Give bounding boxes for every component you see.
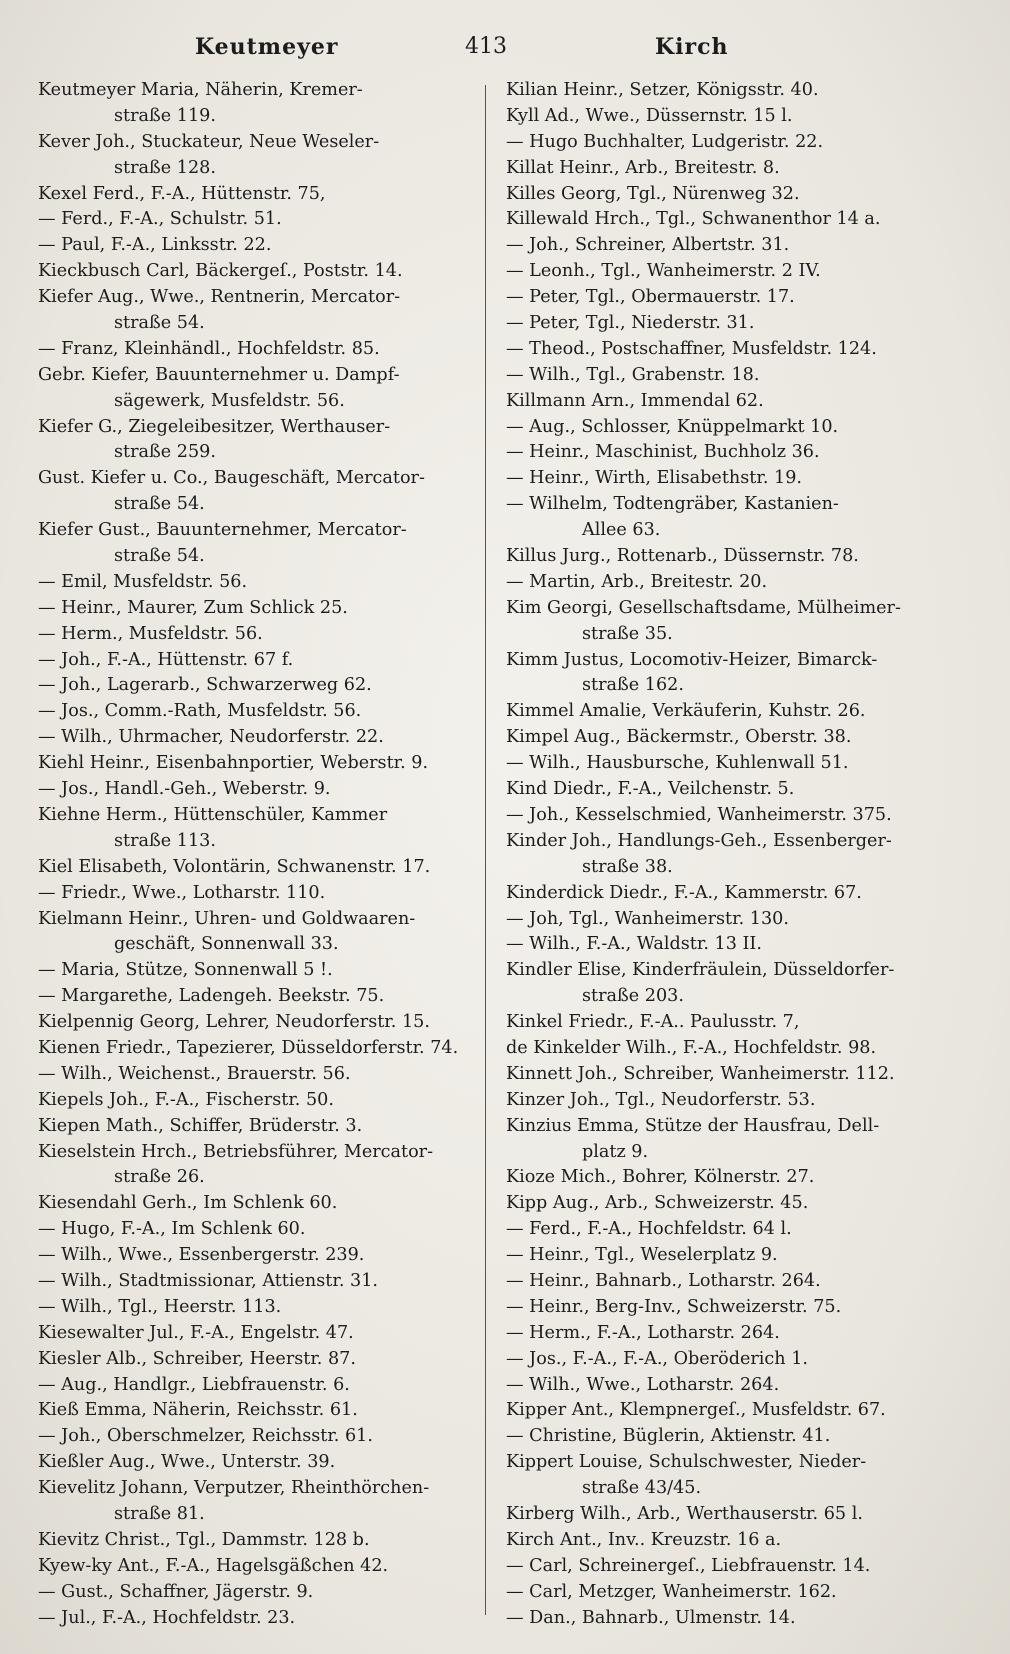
left-column xyxy=(38,78,486,1631)
entry-line: — Wilh., Weichenst., Brauerstr. 56. xyxy=(38,1063,351,1084)
directory-entry xyxy=(38,1321,486,1347)
directory-entry xyxy=(506,492,956,544)
entry-line: Killmann Arn., Immendal 62. xyxy=(506,390,764,411)
directory-entry xyxy=(38,1062,486,1088)
entry-line: — Heinr., Wirth, Elisabethstr. 19. xyxy=(506,468,802,489)
right-column xyxy=(506,78,956,1631)
entry-line: — Gust., Schaffner, Jägerstr. 9. xyxy=(38,1581,314,1602)
entry-line: — Joh., Oberschmelzer, Reichsstr. 61. xyxy=(38,1426,373,1447)
directory-entry xyxy=(38,1295,486,1321)
directory-entry xyxy=(38,1088,486,1114)
entry-line: — Margarethe, Ladengeh. Beekstr. 75. xyxy=(38,986,385,1007)
entry-line: Kindler Elise, Kinderfräulein, Düsseldorfer- xyxy=(506,960,895,981)
entry-continuation-line: straße 35. xyxy=(582,623,673,644)
directory-entry xyxy=(506,1036,956,1062)
directory-entry xyxy=(38,1398,486,1424)
entry-continuation-line: straße 43/45. xyxy=(582,1478,702,1499)
directory-entry xyxy=(38,803,486,855)
entry-line: — Martin, Arb., Breitestr. 20. xyxy=(506,571,768,592)
directory-entry xyxy=(38,699,486,725)
entry-line: Kim Georgi, Gesellschaftsdame, Mülheimer- xyxy=(506,597,901,618)
directory-entry xyxy=(506,259,956,285)
entry-line: — Hugo Buchhalter, Ludgeristr. 22. xyxy=(506,131,824,152)
directory-entry xyxy=(38,1217,486,1243)
entry-line: — Peter, Tgl., Obermauerstr. 17. xyxy=(506,287,795,308)
entry-continuation-line: straße 81. xyxy=(114,1503,205,1524)
entry-line: Kiesler Alb., Schreiber, Heerstr. 87. xyxy=(38,1348,356,1369)
entry-line: — Wilh., Hausbursche, Kuhlenwall 51. xyxy=(506,753,849,774)
directory-entry xyxy=(38,1114,486,1140)
entry-line: Kießler Aug., Wwe., Unterstr. 39. xyxy=(38,1452,336,1473)
directory-entry xyxy=(506,803,956,829)
directory-entry xyxy=(506,1373,956,1399)
entry-line: Kinder Joh., Handlungs-Geh., Essenberger- xyxy=(506,830,892,851)
entry-line: Kinzius Emma, Stütze der Hausfrau, Dell- xyxy=(506,1115,880,1136)
directory-entry xyxy=(506,415,956,441)
entry-line: Kippert Louise, Schulschwester, Nieder- xyxy=(506,1452,867,1473)
entry-line: — Franz, Kleinhändl., Hochfeldstr. 85. xyxy=(38,338,380,359)
entry-line: — Emil, Musfeldstr. 56. xyxy=(38,571,248,592)
directory-entry xyxy=(38,363,486,415)
entry-continuation-line: straße 38. xyxy=(582,856,673,877)
directory-entry xyxy=(506,1243,956,1269)
directory-entry xyxy=(506,1088,956,1114)
directory-entry xyxy=(38,648,486,674)
entry-line: — Wilh., Wwe., Lotharstr. 264. xyxy=(506,1374,780,1395)
directory-entry xyxy=(506,233,956,259)
entry-line: Kiel Elisabeth, Volontärin, Schwanenstr. 17. xyxy=(38,856,431,877)
directory-entry xyxy=(38,182,486,208)
entry-line: Kexel Ferd., F.-A., Hüttenstr. 75, xyxy=(38,183,326,204)
entry-line: — Wilhelm, Todtengräber, Kastanien- xyxy=(506,494,839,515)
entry-line: Kinzer Joh., Tgl., Neudorferstr. 53. xyxy=(506,1089,816,1110)
entry-line: — Joh., Lagerarb., Schwarzerweg 62. xyxy=(38,675,372,696)
entry-line: Kielmann Heinr., Uhren- und Goldwaaren- xyxy=(38,908,416,929)
entry-line: — Christine, Büglerin, Aktienstr. 41. xyxy=(506,1426,831,1447)
directory-entry xyxy=(506,78,956,104)
entry-line: — Dan., Bahnarb., Ulmenstr. 14. xyxy=(506,1607,796,1628)
entry-continuation-line: straße 203. xyxy=(582,986,684,1007)
entry-line: Gebr. Kiefer, Bauunternehmer u. Dampf- xyxy=(38,364,400,385)
entry-continuation-line: straße 54. xyxy=(114,546,205,567)
directory-entry xyxy=(506,829,956,881)
directory-entry xyxy=(38,777,486,803)
directory-entry xyxy=(506,907,956,933)
entry-line: — Paul, F.-A., Linksstr. 22. xyxy=(38,235,272,256)
directory-entry xyxy=(38,1580,486,1606)
entry-line: Kiefer G., Ziegeleibesitzer, Werthauser- xyxy=(38,416,391,437)
page-number: 413 xyxy=(465,34,507,59)
entry-line: — Leonh., Tgl., Wanheimerstr. 2 IV. xyxy=(506,261,821,282)
entry-line: — Joh., F.-A., Hüttenstr. 67 f. xyxy=(38,649,294,670)
entry-line: — Jos., Handl.-Geh., Weberstr. 9. xyxy=(38,779,331,800)
entry-line: — Wilh., Uhrmacher, Neudorferstr. 22. xyxy=(38,727,384,748)
entry-line: — Peter, Tgl., Niederstr. 31. xyxy=(506,313,755,334)
entry-line: — Jos., F.-A., F.-A., Oberöderich 1. xyxy=(506,1348,808,1369)
entry-line: — Heinr., Berg-Inv., Schweizerstr. 75. xyxy=(506,1296,842,1317)
entry-continuation-line: platz 9. xyxy=(582,1141,649,1162)
directory-entry xyxy=(38,285,486,337)
directory-entry xyxy=(506,1580,956,1606)
entry-line: — Hugo, F.-A., Im Schlenk 60. xyxy=(38,1219,306,1240)
entry-line: Kirberg Wilh., Arb., Werthauserstr. 65 l. xyxy=(506,1503,863,1524)
directory-entry xyxy=(38,1373,486,1399)
directory-entry xyxy=(38,518,486,570)
entry-line: — Wilh., F.-A., Waldstr. 13 II. xyxy=(506,934,762,955)
entry-line: Kiepen Math., Schiffer, Brüderstr. 3. xyxy=(38,1115,363,1136)
directory-entry xyxy=(38,78,486,130)
entry-line: Kimpel Aug., Bäckermstr., Oberstr. 38. xyxy=(506,727,852,748)
directory-entry xyxy=(506,699,956,725)
entry-line: Kieckbusch Carl, Bäckergeſ., Poststr. 14. xyxy=(38,261,403,282)
directory-entry xyxy=(506,1165,956,1191)
directory-entry xyxy=(506,337,956,363)
directory-entry xyxy=(506,1554,956,1580)
entry-line: Kinkel Friedr., F.-A.. Paulusstr. 7, xyxy=(506,1012,800,1033)
directory-entry xyxy=(38,570,486,596)
entry-line: — Jul., F.-A., Hochfeldstr. 23. xyxy=(38,1607,296,1628)
entry-line: — Herm., Musfeldstr. 56. xyxy=(38,623,263,644)
directory-entry xyxy=(506,1424,956,1450)
entry-line: — Heinr., Maurer, Zum Schlick 25. xyxy=(38,597,348,618)
entry-continuation-line: straße 54. xyxy=(114,494,205,515)
directory-entry xyxy=(506,1269,956,1295)
directory-entry xyxy=(38,984,486,1010)
page-header xyxy=(40,34,970,70)
directory-entry xyxy=(506,777,956,803)
directory-entry xyxy=(38,130,486,182)
directory-entry xyxy=(38,1036,486,1062)
directory-entry xyxy=(506,207,956,233)
directory-entry xyxy=(38,881,486,907)
directory-entry xyxy=(506,1062,956,1088)
directory-entry xyxy=(506,958,956,1010)
directory-entry xyxy=(38,1450,486,1476)
entry-continuation-line: straße 26. xyxy=(114,1167,205,1188)
entry-line: — Aug., Handlgr., Liebfrauenstr. 6. xyxy=(38,1374,350,1395)
directory-entry xyxy=(506,1347,956,1373)
directory-entry xyxy=(38,622,486,648)
directory-entry xyxy=(38,1476,486,1528)
entry-line: — Ferd., F.-A., Schulstr. 51. xyxy=(38,209,282,230)
directory-entry xyxy=(506,311,956,337)
directory-entry xyxy=(506,1217,956,1243)
directory-entry xyxy=(506,544,956,570)
entry-line: Kilian Heinr., Setzer, Königsstr. 40. xyxy=(506,80,819,100)
entry-line: — Carl, Schreinergeſ., Liebfrauenstr. 14. xyxy=(506,1555,871,1576)
header-right-word: Kirch xyxy=(655,34,729,60)
directory-entry xyxy=(506,1295,956,1321)
entry-line: — Maria, Stütze, Sonnenwall 5 !. xyxy=(38,960,333,981)
directory-entry xyxy=(38,337,486,363)
entry-continuation-line: Allee 63. xyxy=(582,520,661,541)
entry-line: Kipp Aug., Arb., Schweizerstr. 45. xyxy=(506,1193,809,1214)
entry-line: — Heinr., Bahnarb., Lotharstr. 264. xyxy=(506,1270,821,1291)
directory-entry xyxy=(506,1191,956,1217)
entry-continuation-line: straße 119. xyxy=(114,105,216,126)
directory-entry xyxy=(506,1528,956,1554)
entry-line: Kievitz Christ., Tgl., Dammstr. 128 b. xyxy=(38,1529,370,1550)
entry-line: — Carl, Metzger, Wanheimerstr. 162. xyxy=(506,1581,837,1602)
entry-line: — Wilh., Tgl., Heerstr. 113. xyxy=(38,1296,282,1317)
directory-entry xyxy=(38,907,486,959)
directory-entry xyxy=(506,881,956,907)
entry-line: de Kinkelder Wilh., F.-A., Hochfeldstr. 98. xyxy=(506,1037,877,1058)
directory-entry xyxy=(506,725,956,751)
entry-line: Kiefer Gust., Bauunternehmer, Mercator- xyxy=(38,520,407,541)
directory-entry xyxy=(38,855,486,881)
entry-continuation-line: straße 54. xyxy=(114,313,205,334)
entry-line: Kiesewalter Jul., F.-A., Engelstr. 47. xyxy=(38,1322,354,1343)
directory-entry xyxy=(506,156,956,182)
entry-line: — Jos., Comm.-Rath, Musfeldstr. 56. xyxy=(38,701,362,722)
directory-entry xyxy=(506,932,956,958)
entry-line: Kyll Ad., Wwe., Düssernstr. 15 l. xyxy=(506,105,793,126)
entry-line: Kielpennig Georg, Lehrer, Neudorferstr. 15. xyxy=(38,1012,430,1033)
entry-continuation-line: geschäft, Sonnenwall 33. xyxy=(114,934,339,955)
directory-entry xyxy=(506,363,956,389)
entry-line: — Wilh., Tgl., Grabenstr. 18. xyxy=(506,364,760,385)
directory-entry xyxy=(38,1191,486,1217)
directory-entry xyxy=(506,440,956,466)
entry-line: — Ferd., F.-A., Hochfeldstr. 64 l. xyxy=(506,1219,792,1240)
directory-entry xyxy=(38,1554,486,1580)
entry-line: Kiefer Aug., Wwe., Rentnerin, Mercator- xyxy=(38,287,401,308)
directory-entry xyxy=(506,1321,956,1347)
entry-line: — Joh., Kesselschmied, Wanheimerstr. 375. xyxy=(506,804,892,825)
directory-entry xyxy=(38,673,486,699)
entry-line: — Wilh., Wwe., Essenbergerstr. 239. xyxy=(38,1245,365,1266)
entry-line: — Herm., F.-A., Lotharstr. 264. xyxy=(506,1322,780,1343)
directory-entry xyxy=(506,130,956,156)
directory-entry xyxy=(506,1398,956,1424)
directory-entry xyxy=(506,1114,956,1166)
directory-entry xyxy=(506,285,956,311)
entry-line: Keutmeyer Maria, Näherin, Kremer- xyxy=(38,80,363,100)
entry-line: Kieselstein Hrch., Betriebsführer, Mercator- xyxy=(38,1141,434,1162)
entry-line: Kienen Friedr., Tapezierer, Düsseldorferstr. 74. xyxy=(38,1037,459,1058)
entry-line: Kimmel Amalie, Verkäuferin, Kuhstr. 26. xyxy=(506,701,866,722)
directory-entry xyxy=(38,751,486,777)
entry-line: — Aug., Schlosser, Knüppelmarkt 10. xyxy=(506,416,839,437)
directory-entry xyxy=(38,1424,486,1450)
entry-line: Kind Diedr., F.-A., Veilchenstr. 5. xyxy=(506,779,795,800)
directory-entry xyxy=(506,1606,956,1632)
directory-entry xyxy=(506,389,956,415)
entry-continuation-line: straße 162. xyxy=(582,675,684,696)
directory-entry xyxy=(38,1347,486,1373)
directory-entry xyxy=(506,104,956,130)
directory-entry xyxy=(38,259,486,285)
directory-entry xyxy=(38,1243,486,1269)
directory-entry xyxy=(38,1010,486,1036)
directory-entry xyxy=(38,1528,486,1554)
entry-continuation-line: straße 259. xyxy=(114,442,216,463)
directory-entry xyxy=(506,182,956,208)
entry-line: Kinderdick Diedr., F.-A., Kammerstr. 67. xyxy=(506,882,862,903)
directory-entry xyxy=(506,466,956,492)
directory-entry xyxy=(506,751,956,777)
entry-line: Kioze Mich., Bohrer, Kölnerstr. 27. xyxy=(506,1167,815,1188)
entry-line: — Heinr., Maschinist, Buchholz 36. xyxy=(506,442,820,463)
directory-entry xyxy=(38,958,486,984)
entry-line: Killewald Hrch., Tgl., Schwanenthor 14 a. xyxy=(506,209,881,230)
directory-entry xyxy=(506,1502,956,1528)
directory-entry xyxy=(506,570,956,596)
directory-entry xyxy=(38,1140,486,1192)
entry-line: Killes Georg, Tgl., Nürenweg 32. xyxy=(506,183,800,204)
entry-line: — Heinr., Tgl., Weselerplatz 9. xyxy=(506,1245,778,1266)
directory-entry xyxy=(38,725,486,751)
directory-entry xyxy=(38,1606,486,1632)
directory-entry xyxy=(38,466,486,518)
entry-line: Kiehl Heinr., Eisenbahnportier, Weberstr. 9. xyxy=(38,753,429,774)
directory-entry xyxy=(38,1269,486,1295)
entry-line: — Joh., Schreiner, Albertstr. 31. xyxy=(506,235,790,256)
entry-line: Kipper Ant., Klempnergeſ., Musfeldstr. 67. xyxy=(506,1400,886,1421)
entry-line: Kiesendahl Gerh., Im Schlenk 60. xyxy=(38,1193,338,1214)
entry-line: Kievelitz Johann, Verputzer, Rheinthörchen- xyxy=(38,1478,430,1499)
entry-line: Killat Heinr., Arb., Breitestr. 8. xyxy=(506,157,780,178)
directory-entry xyxy=(506,648,956,700)
entry-line: Kinnett Joh., Schreiber, Wanheimerstr. 112. xyxy=(506,1063,895,1084)
directory-entry xyxy=(38,233,486,259)
entry-line: Kyew-ky Ant., F.-A., Hagelsgäßchen 42. xyxy=(38,1555,389,1576)
entry-line: Kirch Ant., Inv.. Kreuzstr. 16 a. xyxy=(506,1529,782,1550)
entry-line: — Joh, Tgl., Wanheimerstr. 130. xyxy=(506,908,789,929)
directory-entry xyxy=(38,207,486,233)
header-left-word: Keutmeyer xyxy=(195,34,339,60)
entry-line: Killus Jurg., Rottenarb., Düssernstr. 78. xyxy=(506,546,859,567)
entry-line: Kiepels Joh., F.-A., Fischerstr. 50. xyxy=(38,1089,334,1110)
directory-entry xyxy=(38,415,486,467)
directory-entry xyxy=(506,596,956,648)
entry-line: Kimm Justus, Locomotiv-Heizer, Bimarck- xyxy=(506,649,878,670)
directory-entry xyxy=(506,1450,956,1502)
entry-line: — Wilh., Stadtmissionar, Attienstr. 31. xyxy=(38,1270,378,1291)
directory-entry xyxy=(506,1010,956,1036)
entry-line: — Friedr., Wwe., Lotharstr. 110. xyxy=(38,882,326,903)
entry-continuation-line: straße 128. xyxy=(114,157,216,178)
entry-continuation-line: straße 113. xyxy=(114,830,216,851)
entry-continuation-line: sägewerk, Musfeldstr. 56. xyxy=(114,390,345,411)
entry-line: Gust. Kiefer u. Co., Baugeschäft, Mercator- xyxy=(38,468,425,489)
entry-line: Kiehne Herm., Hüttenschüler, Kammer xyxy=(38,804,388,825)
directory-entry xyxy=(38,596,486,622)
entry-line: — Theod., Postschaffner, Musfeldstr. 124. xyxy=(506,338,877,359)
entry-line: Kever Joh., Stuckateur, Neue Weseler- xyxy=(38,131,380,152)
entry-line: Kieß Emma, Näherin, Reichsstr. 61. xyxy=(38,1400,358,1421)
